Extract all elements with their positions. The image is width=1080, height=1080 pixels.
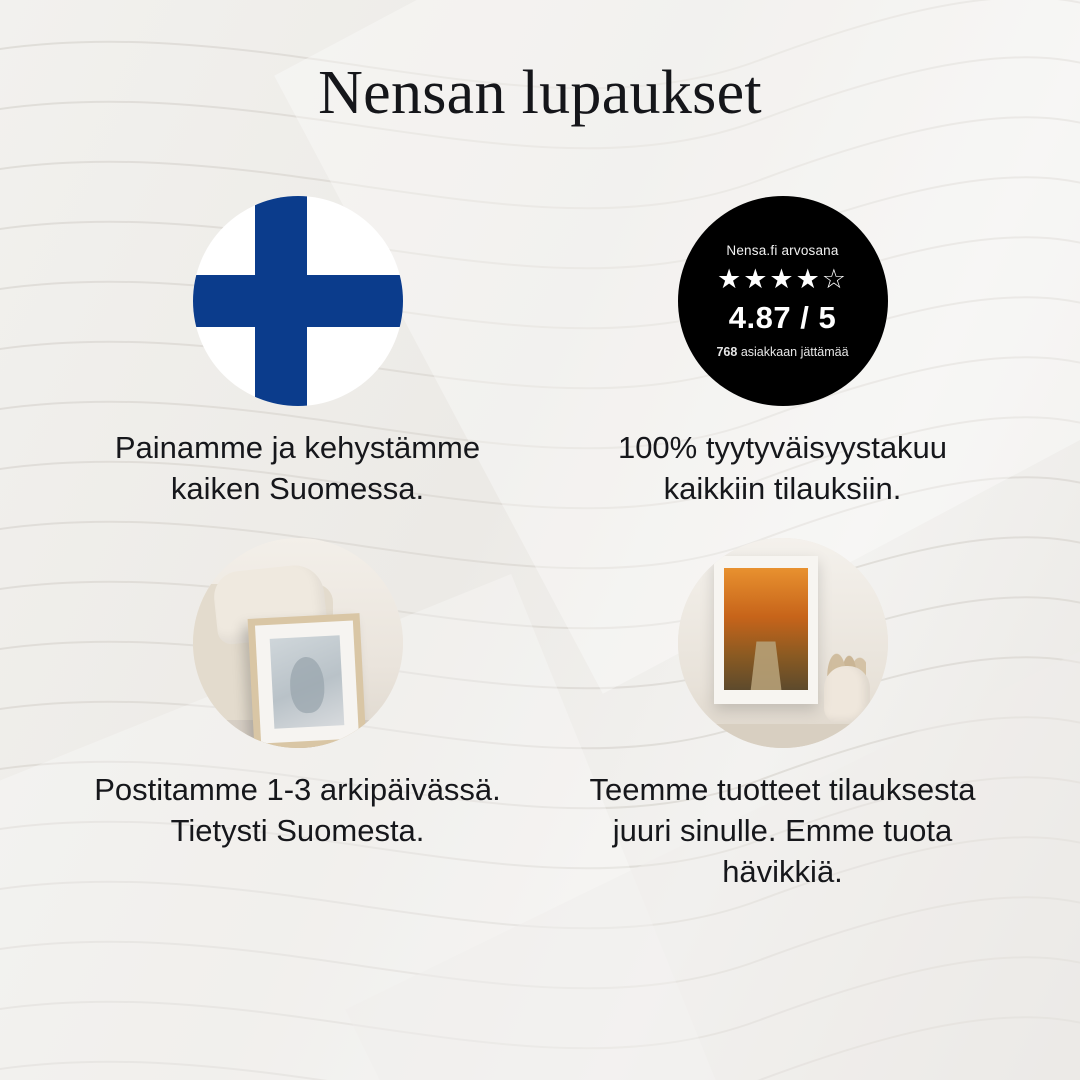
- photo-frame: [247, 613, 366, 748]
- promise-item-shipping-time: [60, 538, 535, 893]
- promise-caption: 100% tyytyväisyystakuu kaikkiin tilauksiin.: [617, 430, 948, 506]
- photo-artwork-path: [750, 641, 782, 690]
- photo-frame: [714, 556, 818, 704]
- photo-artwork: [724, 568, 808, 690]
- rating-count-number: 768: [716, 345, 738, 359]
- photo-vase: [824, 666, 870, 724]
- photo-artwork: [269, 635, 344, 729]
- photo-floor: [678, 724, 888, 748]
- promise-item-made-in-finland: [60, 196, 535, 510]
- autumn-print-with-vase-photo: [678, 538, 888, 748]
- page-title: Nensan lupaukset: [318, 59, 762, 127]
- rating-count: [716, 345, 848, 359]
- promise-grid: [60, 196, 1020, 893]
- rating-stars-icon: ★★★★☆: [716, 264, 849, 294]
- promise-caption: Postitamme 1-3 arkipäivässä. Tietysti Suomesta.: [94, 771, 501, 848]
- rating-score: 4.87 / 5: [728, 300, 837, 335]
- photo-frame-mat: [254, 620, 358, 743]
- promise-caption: Teemme tuotteet tilauksesta juuri sinulle. Emme tuota hävikkiä.: [589, 771, 976, 889]
- promise-item-satisfaction-guarantee: [545, 196, 1020, 510]
- rating-heading: Nensa.fi arvosana: [726, 243, 839, 258]
- rating-count-text: asiakkaan jättämää: [740, 345, 849, 359]
- flag-horizontal-bar: [193, 275, 403, 327]
- finland-flag-icon: [193, 196, 403, 406]
- promise-item-made-to-order: [545, 538, 1020, 893]
- promise-caption: Painamme ja kehystämme kaiken Suomessa.: [114, 430, 481, 506]
- rating-badge-icon: [678, 196, 888, 406]
- framed-print-on-sofa-photo: [193, 538, 403, 748]
